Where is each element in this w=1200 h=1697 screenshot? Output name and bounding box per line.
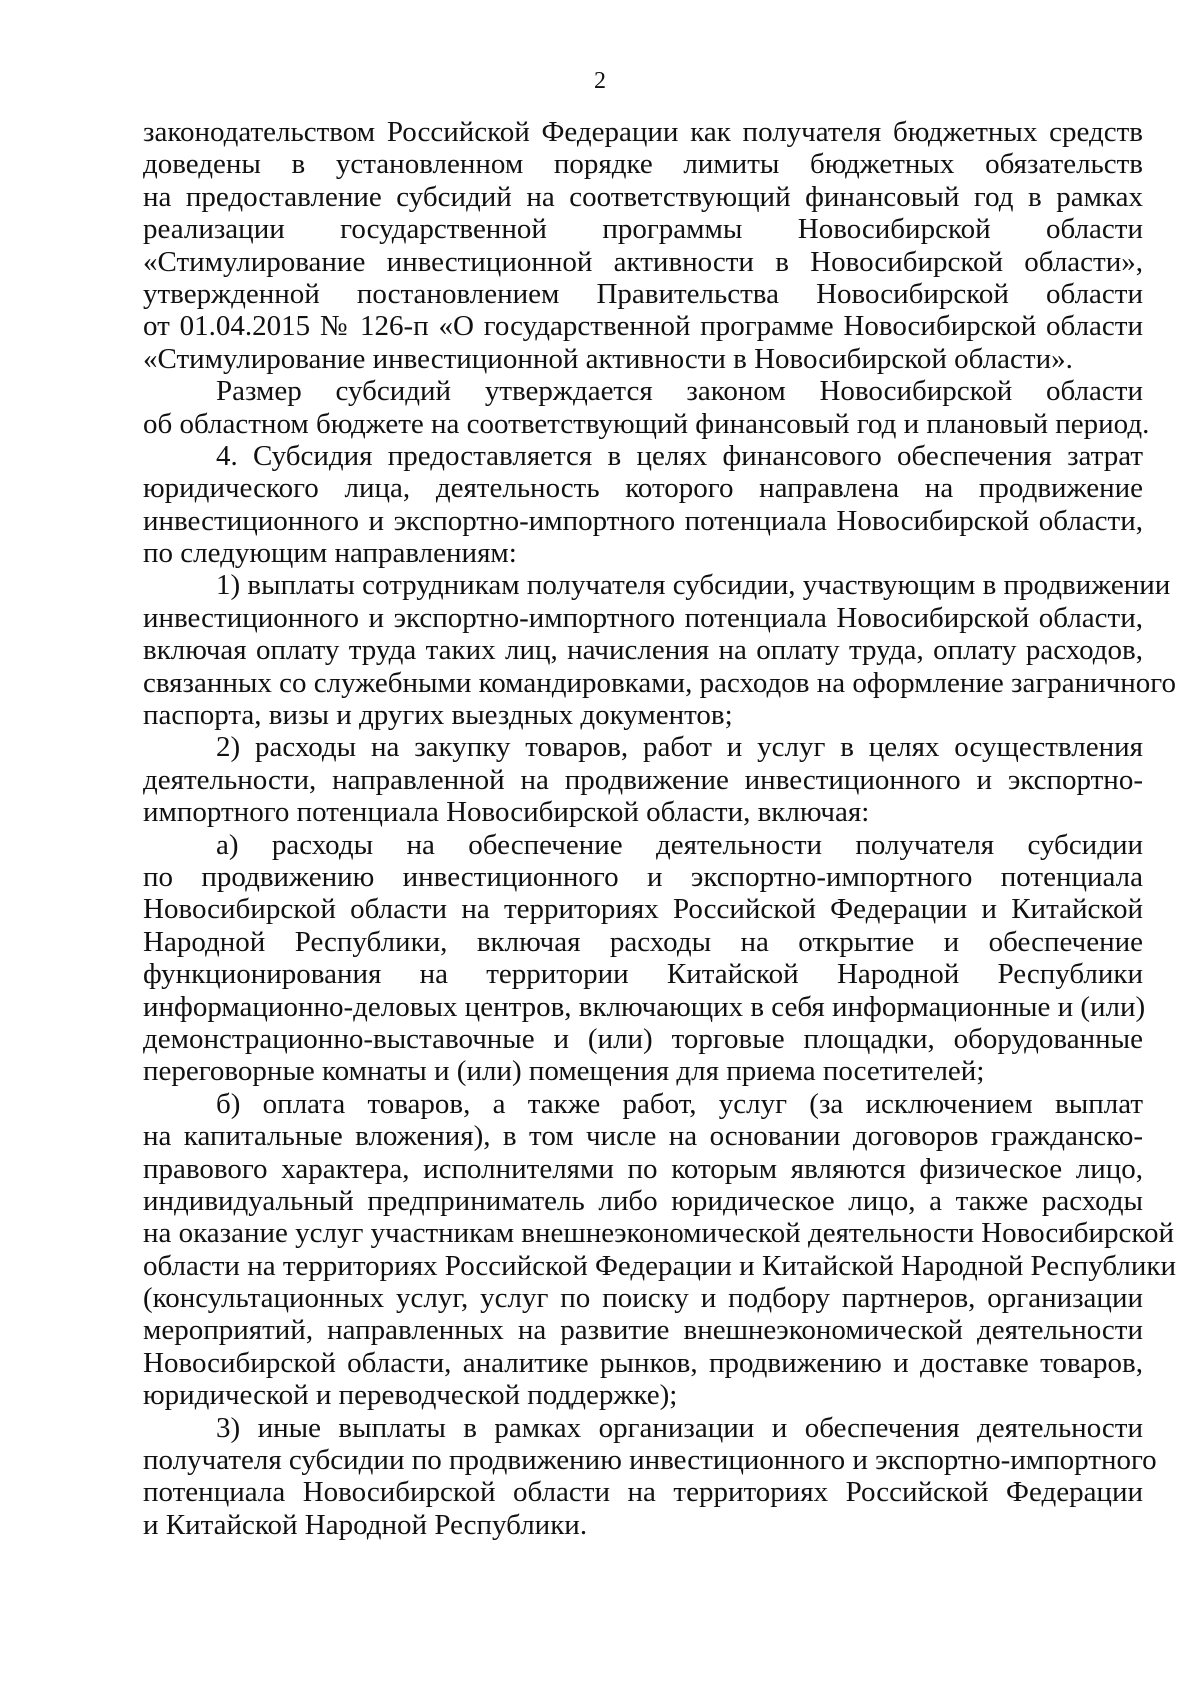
text-line: 4. Субсидия предоставляется в целях финансового обеспечения затрат: [216, 439, 1143, 472]
text-line: переговорные комнаты и (или) помещения для приема посетителей;: [143, 1055, 985, 1088]
page-number: 2: [594, 68, 606, 94]
text-line: связанных со служебными командировками, расходов на оформление заграничного: [143, 666, 1176, 699]
text-line: Размер субсидий утверждается законом Новосибирской области: [216, 375, 1143, 408]
text-line: индивидуальный предприниматель либо юридическое лицо, а также расходы: [143, 1184, 1143, 1217]
text-line: импортного потенциала Новосибирской области, включая:: [143, 796, 870, 829]
text-line: б) оплата товаров, а также работ, услуг (за исключением выплат: [216, 1087, 1143, 1120]
text-line: юридического лица, деятельность которого направлена на продвижение: [143, 472, 1143, 505]
text-line: демонстрационно-выставочные и (или) торговые площадки, оборудованные: [143, 1022, 1143, 1055]
text-line: области на территориях Российской Федерации и Китайской Народной Республики: [143, 1249, 1176, 1282]
text-line: и Китайской Народной Республики.: [143, 1508, 588, 1541]
text-line: Новосибирской области на территориях Российской Федерации и Китайской: [143, 893, 1143, 926]
text-line: инвестиционного и экспортно-импортного потенциала Новосибирской области,: [143, 601, 1143, 634]
text-line: мероприятий, направленных на развитие внешнеэкономической деятельности: [143, 1314, 1143, 1347]
text-line: законодательством Российской Федерации как получателя бюджетных средств: [143, 116, 1143, 148]
text-line: 2) расходы на закупку товаров, работ и услуг в целях осуществления: [216, 731, 1143, 764]
text-line: на оказание услуг участникам внешнеэкономической деятельности Новосибирской: [143, 1217, 1175, 1250]
text-line: реализации государственной программы Новосибирской области: [143, 213, 1143, 246]
text-line: на предоставление субсидий на соответствующий финансовый год в рамках: [143, 180, 1143, 213]
text-line: паспорта, визы и других выездных документов;: [143, 699, 733, 732]
text-line: функционирования на территории Китайской Народной Республики: [143, 958, 1143, 991]
text-line: инвестиционного и экспортно-импортного потенциала Новосибирской области,: [143, 504, 1143, 537]
text-line: по продвижению инвестиционного и экспортно-импортного потенциала: [143, 860, 1143, 893]
text-line: по следующим направлениям:: [143, 537, 517, 570]
text-line: об областном бюджете на соответствующий финансовый год и плановый период.: [143, 407, 1150, 440]
text-line: Новосибирской области, аналитике рынков, продвижению и доставке товаров,: [143, 1346, 1143, 1379]
text-line: 1) выплаты сотрудникам получателя субсидии, участвующим в продвижении: [216, 569, 1171, 602]
text-line: юридической и переводческой поддержке);: [143, 1379, 678, 1412]
text-line: (консультационных услуг, услуг по поиску и подбору партнеров, организации: [143, 1282, 1143, 1315]
text-line: правового характера, исполнителями по которым являются физическое лицо,: [143, 1152, 1143, 1185]
text-line: включая оплату труда таких лиц, начисления на оплату труда, оплату расходов,: [143, 634, 1143, 667]
document-body: [143, 116, 1176, 1541]
text-line: потенциала Новосибирской области на территориях Российской Федерации: [143, 1476, 1143, 1509]
text-line: «Стимулирование инвестиционной активности в Новосибирской области».: [143, 342, 1073, 375]
text-line: получателя субсидии по продвижению инвестиционного и экспортно-импортного: [143, 1444, 1157, 1477]
text-line: деятельности, направленной на продвижение инвестиционного и экспортно-: [143, 763, 1143, 796]
text-line: на капитальные вложения), в том числе на основании договоров гражданско-: [143, 1120, 1143, 1153]
text-line: информационно-деловых центров, включающих в себя информационные и (или): [143, 990, 1146, 1023]
text-line: доведены в установленном порядке лимиты бюджетных обязательств: [143, 148, 1143, 181]
text-line: «Стимулирование инвестиционной активности в Новосибирской области»,: [143, 245, 1143, 278]
text-line: Народной Республики, включая расходы на открытие и обеспечение: [143, 925, 1143, 958]
text-line: 3) иные выплаты в рамках организации и обеспечения деятельности: [216, 1411, 1143, 1444]
text-line: от 01.04.2015 № 126-п «О государственной программе Новосибирской области: [143, 310, 1143, 343]
text-line: утвержденной постановлением Правительства Новосибирской области: [143, 277, 1143, 310]
text-line: а) расходы на обеспечение деятельности получателя субсидии: [216, 828, 1143, 861]
